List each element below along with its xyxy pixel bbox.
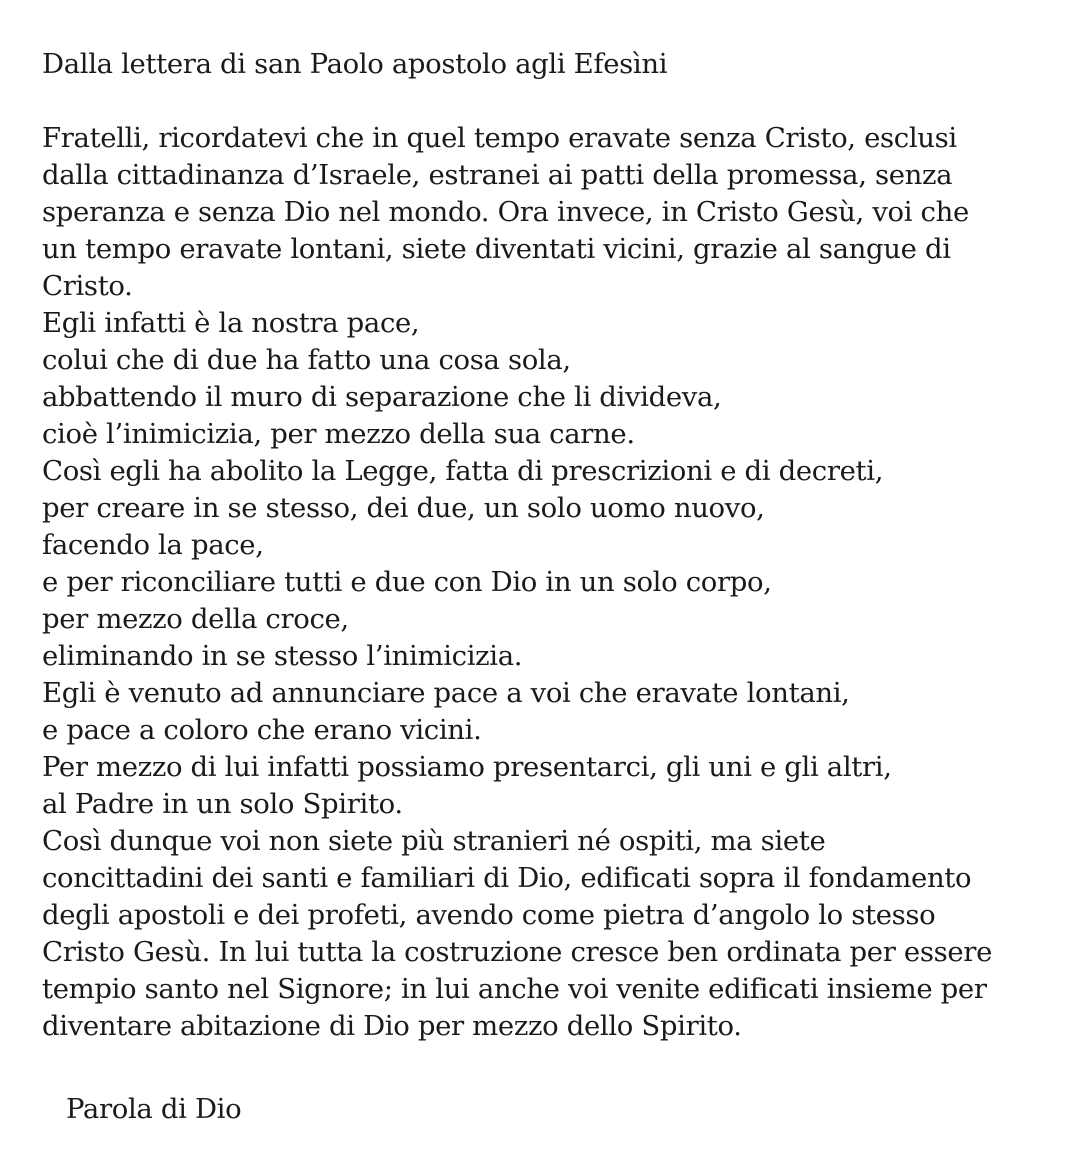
reading-line: eliminando in se stesso l’inimicizia. xyxy=(42,640,523,672)
reading-line: Cristo. xyxy=(42,270,133,302)
reading-line: speranza e senza Dio nel mondo. Ora invece, in Cristo Gesù, voi che xyxy=(42,196,969,228)
reading-line: diventare abitazione di Dio per mezzo dello Spirito. xyxy=(42,1010,742,1042)
reading-line: facendo la pace, xyxy=(42,529,264,561)
reading-line: per mezzo della croce, xyxy=(42,603,349,635)
reading-line: e per riconciliare tutti e due con Dio in un solo corpo, xyxy=(42,566,772,598)
reading-line: Per mezzo di lui infatti possiamo presentarci, gli uni e gli altri, xyxy=(42,751,892,783)
reading-line: un tempo eravate lontani, siete diventati vicini, grazie al sangue di xyxy=(42,233,951,265)
reading-line: concittadini dei santi e familiari di Dio, edificati sopra il fondamento xyxy=(42,862,972,894)
reading-line: Cristo Gesù. In lui tutta la costruzione cresce ben ordinata per essere xyxy=(42,936,993,968)
reading-line: tempio santo nel Signore; in lui anche voi venite edificati insieme per xyxy=(42,973,987,1005)
reading-line: Egli è venuto ad annunciare pace a voi che eravate lontani, xyxy=(42,677,850,709)
reading-title: Dalla lettera di san Paolo apostolo agli Efesìni xyxy=(42,48,668,80)
reading-line: al Padre in un solo Spirito. xyxy=(42,788,403,820)
reading-line: cioè l’inimicizia, per mezzo della sua carne. xyxy=(42,418,635,450)
reading-line: per creare in se stesso, dei due, un solo uomo nuovo, xyxy=(42,492,765,524)
reading-line: degli apostoli e dei profeti, avendo come pietra d’angolo lo stesso xyxy=(42,899,936,931)
reading-document xyxy=(42,46,1072,1128)
reading-line: e pace a coloro che erano vicini. xyxy=(42,714,482,746)
reading-line: Fratelli, ricordatevi che in quel tempo eravate senza Cristo, esclusi xyxy=(42,122,957,154)
reading-line: Egli infatti è la nostra pace, xyxy=(42,307,420,339)
reading-body xyxy=(42,120,1072,1045)
reading-line: abbattendo il muro di separazione che li divideva, xyxy=(42,381,722,413)
reading-line: Così egli ha abolito la Legge, fatta di prescrizioni e di decreti, xyxy=(42,455,884,487)
reading-line: colui che di due ha fatto una cosa sola, xyxy=(42,344,571,376)
blank-spacer xyxy=(42,83,1072,120)
reading-line: Così dunque voi non siete più stranieri né ospiti, ma siete xyxy=(42,825,826,857)
reading-line: dalla cittadinanza d’Israele, estranei ai patti della promessa, senza xyxy=(42,159,953,191)
closing-acclamation: Parola di Dio xyxy=(66,1093,242,1125)
